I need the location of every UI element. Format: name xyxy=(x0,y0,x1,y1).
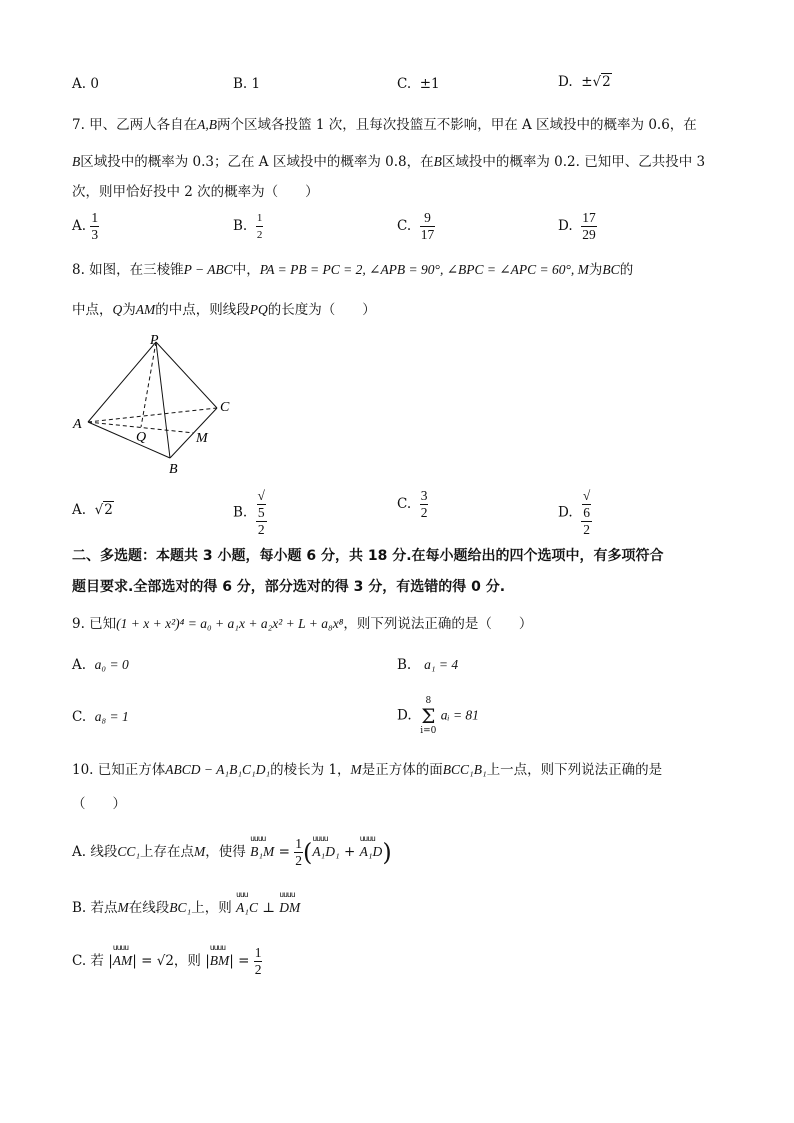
fraction: $\frac{1}{2}$ xyxy=(256,212,263,241)
segment-pq xyxy=(141,342,156,427)
q7-option-c[interactable]: C. $\frac{9}{17}$ xyxy=(397,210,435,242)
q9-option-c[interactable]: C. a₈ = 1 xyxy=(72,709,129,725)
edge-ac xyxy=(88,408,217,422)
fraction: $\frac{1}{3}$ xyxy=(91,210,99,242)
q7-stem-line3: 次，则甲恰好投中 2 次的概率为（ ） xyxy=(72,184,319,200)
q8-option-c[interactable]: C. $\frac{3}{2}$ xyxy=(397,488,428,520)
q8-stem-line1: 8. 如图，在三棱锥P − ABC中，PA = PB = PC = 2, ∠APB = 90°, ∠BPC = ∠APC = 60°, M为BC的 xyxy=(72,262,634,278)
q10-option-c[interactable]: C. 若 | uuuu AM| = √2，则 | uuuu BM| = $\frac{1}{2}$ xyxy=(72,943,262,977)
label-a: A xyxy=(73,417,82,432)
q6-option-a[interactable]: A. 0 xyxy=(72,76,99,92)
vector: uuuu A₁D₁ xyxy=(312,834,340,859)
section-2-heading-line1: 二、多选题：本题共 3 小题，每小题 6 分，共 18 分.在每小题给出的四个选项中，有多项符合 xyxy=(72,548,664,564)
q6-option-c[interactable]: C. ±1 xyxy=(397,76,440,92)
label-c: C xyxy=(220,400,230,415)
vector: uuuu B₁M xyxy=(250,834,275,859)
label-q: Q xyxy=(136,430,147,445)
vector: uuuu A₁D xyxy=(359,834,383,859)
vector: uuuu BM xyxy=(209,943,230,968)
label-b: B xyxy=(169,462,178,477)
vector: uuu A₁C xyxy=(236,890,258,915)
q9-option-b[interactable]: B. a₁ = 4 xyxy=(397,657,459,673)
summation: 8 Σ i=0 xyxy=(420,696,437,736)
q7-stem-line1: 7. 甲、乙两人各自在A,B两个区域各投篮 1 次，且每次投篮互不影响，甲在 A 区域投中的概率为 0.6，在 xyxy=(72,117,697,133)
edge-pa xyxy=(88,342,156,422)
section-2-heading-line2: 题目要求.全部选对的得 6 分，部分选对的得 3 分，有选错的得 0 分. xyxy=(72,579,506,595)
q9-option-a[interactable]: A. a₀ = 0 xyxy=(72,657,129,673)
fraction: √ 5 2 xyxy=(257,488,265,537)
label-m: M xyxy=(196,431,208,446)
q8-option-d[interactable]: D. √ 6 2 xyxy=(558,488,591,537)
q10-stem-line2: （ ） xyxy=(72,796,126,812)
fraction: $\frac{3}{2}$ xyxy=(420,488,428,520)
q7-stem-line2: B区域投中的概率为 0.3；乙在 A 区域投中的概率为 0.8，在B区域投中的概率为 0.2. 已知甲、乙共投中 3 xyxy=(72,154,706,170)
q8-stem-line2: 中点，Q为AM的中点，则线段PQ的长度为（ ） xyxy=(72,302,376,318)
q10-option-a[interactable]: A. 线段CC₁上存在点M，使得 uuuu B₁M = $\frac{1}{2}$ ( uuuu A₁D₁ + uuuu A₁D) xyxy=(72,834,392,868)
q7-option-b[interactable]: B. $\frac{1}{2}$ xyxy=(233,212,263,241)
q7-option-d[interactable]: D. $\frac{17}{29}$ xyxy=(558,210,596,242)
edge-ab xyxy=(88,422,170,458)
q8-option-a[interactable]: A. √2 xyxy=(72,502,113,518)
q9-stem: 9. 已知(1 + x + x²)⁴ = a₀ + a₁x + a₂x² + L + a₈x⁸，则下列说法正确的是（ ） xyxy=(72,616,533,632)
label-p: P xyxy=(150,333,159,348)
q10-stem-line1: 10. 已知正方体ABCD − A₁B₁C₁D₁的棱长为 1，M是正方体的面BCC₁B₁上一点，则下列说法正确的是 xyxy=(72,762,663,778)
fraction: $\frac{17}{29}$ xyxy=(582,210,596,242)
q8-option-b[interactable]: B. √ 5 2 xyxy=(233,488,265,537)
fraction: √ 6 2 xyxy=(582,488,591,537)
fraction: $\frac{1}{2}$ xyxy=(295,836,302,868)
edge-pc xyxy=(156,342,217,408)
fraction: $\frac{1}{2}$ xyxy=(254,945,262,977)
q6-option-d[interactable]: D. ±√2 xyxy=(558,74,611,90)
vector: uuuu DM xyxy=(279,890,301,915)
q6-option-b[interactable]: B. 1 xyxy=(233,76,261,92)
vector: uuuu AM xyxy=(112,943,133,968)
fraction: $\frac{9}{17}$ xyxy=(420,210,435,242)
edge-pb xyxy=(156,342,170,458)
q7-option-a[interactable]: A. $\frac{1}{3}$ xyxy=(72,210,99,242)
tetrahedron-figure xyxy=(70,330,240,478)
q9-option-d[interactable]: D. 8 Σ i=0 aᵢ = 81 xyxy=(397,696,479,736)
q10-option-b[interactable]: B. 若点M在线段BC₁上，则 uuu A₁C ⊥ uuuu DM xyxy=(72,890,301,916)
